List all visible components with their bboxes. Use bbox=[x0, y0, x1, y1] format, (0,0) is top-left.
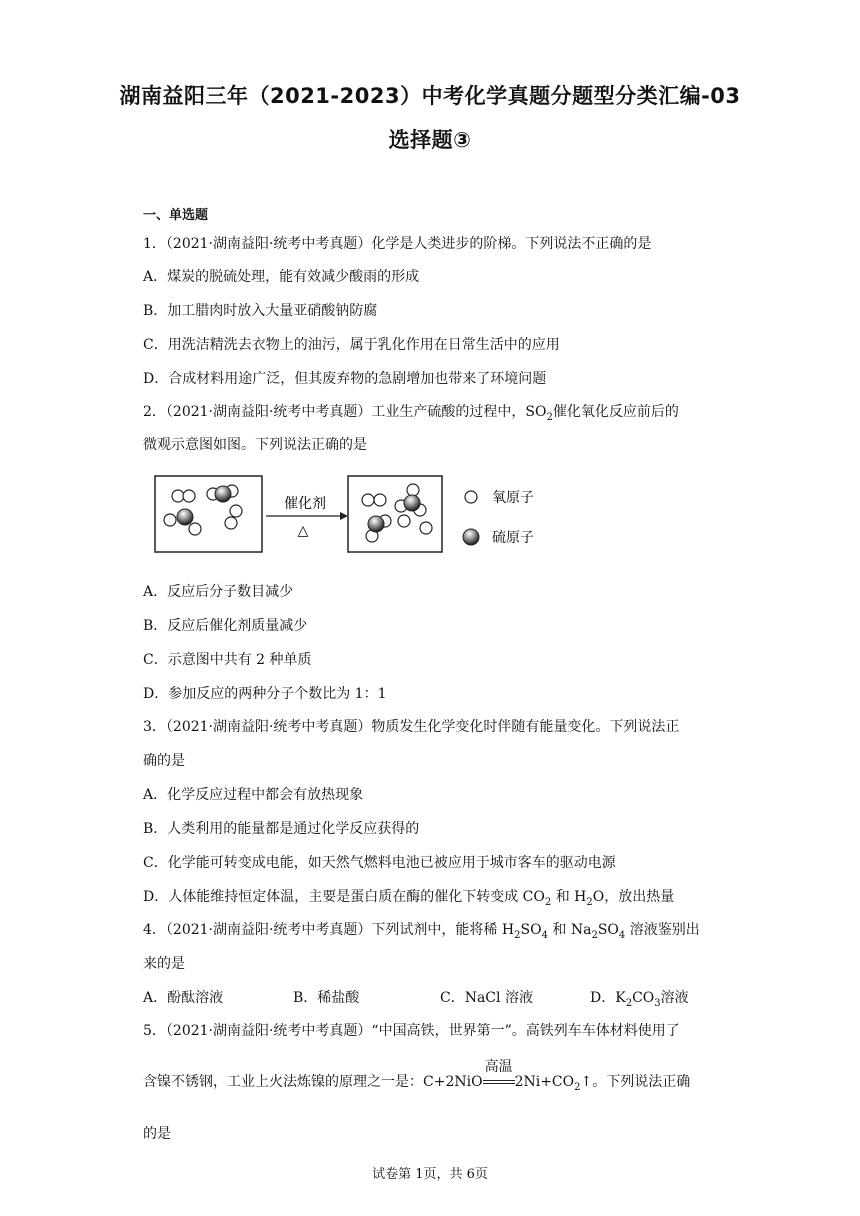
q2-option-b: B．反应后催化剂质量减少 bbox=[143, 618, 308, 634]
q2-stem: 2．（2021·湖南益阳·统考中考真题）工业生产硫酸的过程中，$SO_2$催化氧化反应前后的 bbox=[143, 404, 679, 423]
q2-stem-line2: 微观示意图如图。下列说法正确的是 bbox=[143, 437, 367, 453]
q2-option-a: A．反应后分子数目减少 bbox=[143, 584, 294, 600]
q1-stem: 1．（2021·湖南益阳·统考中考真题）化学是人类进步的阶梯。下列说法不正确的是 bbox=[143, 236, 652, 252]
q2-option-d: D．参加反应的两种分子个数比为 1：1 bbox=[143, 686, 387, 702]
q4-stem: 4．（2021·湖南益阳·统考中考真题）下列试剂中，能将稀 $H_2SO_4$ 和 $Na_2SO_4$ 溶液鉴别出 bbox=[143, 922, 700, 941]
after-molecules bbox=[362, 484, 432, 542]
q3-stem-line2: 确的是 bbox=[143, 753, 185, 769]
q1-option-a: A．煤炭的脱硫处理，能有效减少酸雨的形成 bbox=[143, 269, 420, 285]
q5-stem: 5．（2021·湖南益阳·统考中考真题）“中国高铁，世界第一”。高铁列车车体材料使用了 bbox=[143, 1023, 680, 1039]
sulfur-legend-icon bbox=[463, 529, 479, 545]
legend-oxygen: 氧原子 bbox=[492, 490, 534, 506]
q5-stem-line3: 的是 bbox=[143, 1126, 171, 1142]
page-footer: 试卷第 1页，共 6页 bbox=[372, 1167, 488, 1182]
q1-option-c: C．用洗洁精洗去衣物上的油污，属于乳化作用在日常生活中的应用 bbox=[143, 337, 560, 353]
section-heading: 一、单选题 bbox=[143, 208, 209, 223]
q4-option-d: D．$K_2CO_3$溶液 bbox=[590, 990, 689, 1009]
legend-sulfur: 硫原子 bbox=[492, 530, 534, 546]
doc-title-line1: 湖南益阳三年（2021-2023）中考化学真题分题型分类汇编-03 bbox=[119, 84, 741, 108]
q3-option-b: B．人类利用的能量都是通过化学反应获得的 bbox=[143, 821, 420, 837]
catalyst-label: 催化剂 bbox=[284, 496, 326, 512]
heat-label: △ bbox=[297, 523, 309, 539]
oxygen-legend-icon bbox=[465, 491, 477, 503]
q4-option-a: A．酚酞溶液 bbox=[143, 990, 224, 1006]
q4-stem-line2: 来的是 bbox=[143, 956, 185, 972]
q3-option-d: D．人体能维持恒定体温，主要是蛋白质在酶的催化下转变成 $CO_2$ 和 $H_2O$，放出热量 bbox=[143, 889, 675, 908]
q3-stem: 3．（2021·湖南益阳·统考中考真题）物质发生化学变化时伴随有能量变化。下列说法正 bbox=[143, 719, 680, 735]
q3-option-a: A．化学反应过程中都会有放热现象 bbox=[143, 787, 364, 803]
reaction-condition: 高温 bbox=[483, 1074, 515, 1090]
q1-option-d: D．合成材料用途广泛，但其废弃物的急剧增加也带来了环境问题 bbox=[143, 371, 547, 387]
q2-option-c: C．示意图中共有 2 种单质 bbox=[143, 652, 312, 668]
q4-option-b: B．稀盐酸 bbox=[293, 990, 360, 1006]
sulfur-atom bbox=[404, 495, 420, 511]
q4-options bbox=[143, 987, 689, 1009]
q5-equation-line: 含镍不锈钢，工业上火法炼镍的原理之一是：C+2NiO 高温 $2Ni+CO_2↑$。下列说法正确 bbox=[143, 1059, 691, 1093]
doc-title-line2: 选择题③ bbox=[388, 128, 472, 152]
sulfur-atom bbox=[368, 516, 384, 532]
sulfur-atom bbox=[177, 509, 193, 525]
q1-option-b: B．加工腊肉时放入大量亚硝酸钠防腐 bbox=[143, 303, 378, 319]
q3-option-c: C．化学能可转变成电能，如天然气燃料电池已被应用于城市客车的驱动电源 bbox=[143, 855, 616, 871]
sulfur-atom bbox=[215, 486, 231, 502]
after-box bbox=[348, 476, 442, 552]
q4-option-c: C．NaCl 溶液 bbox=[440, 990, 533, 1006]
